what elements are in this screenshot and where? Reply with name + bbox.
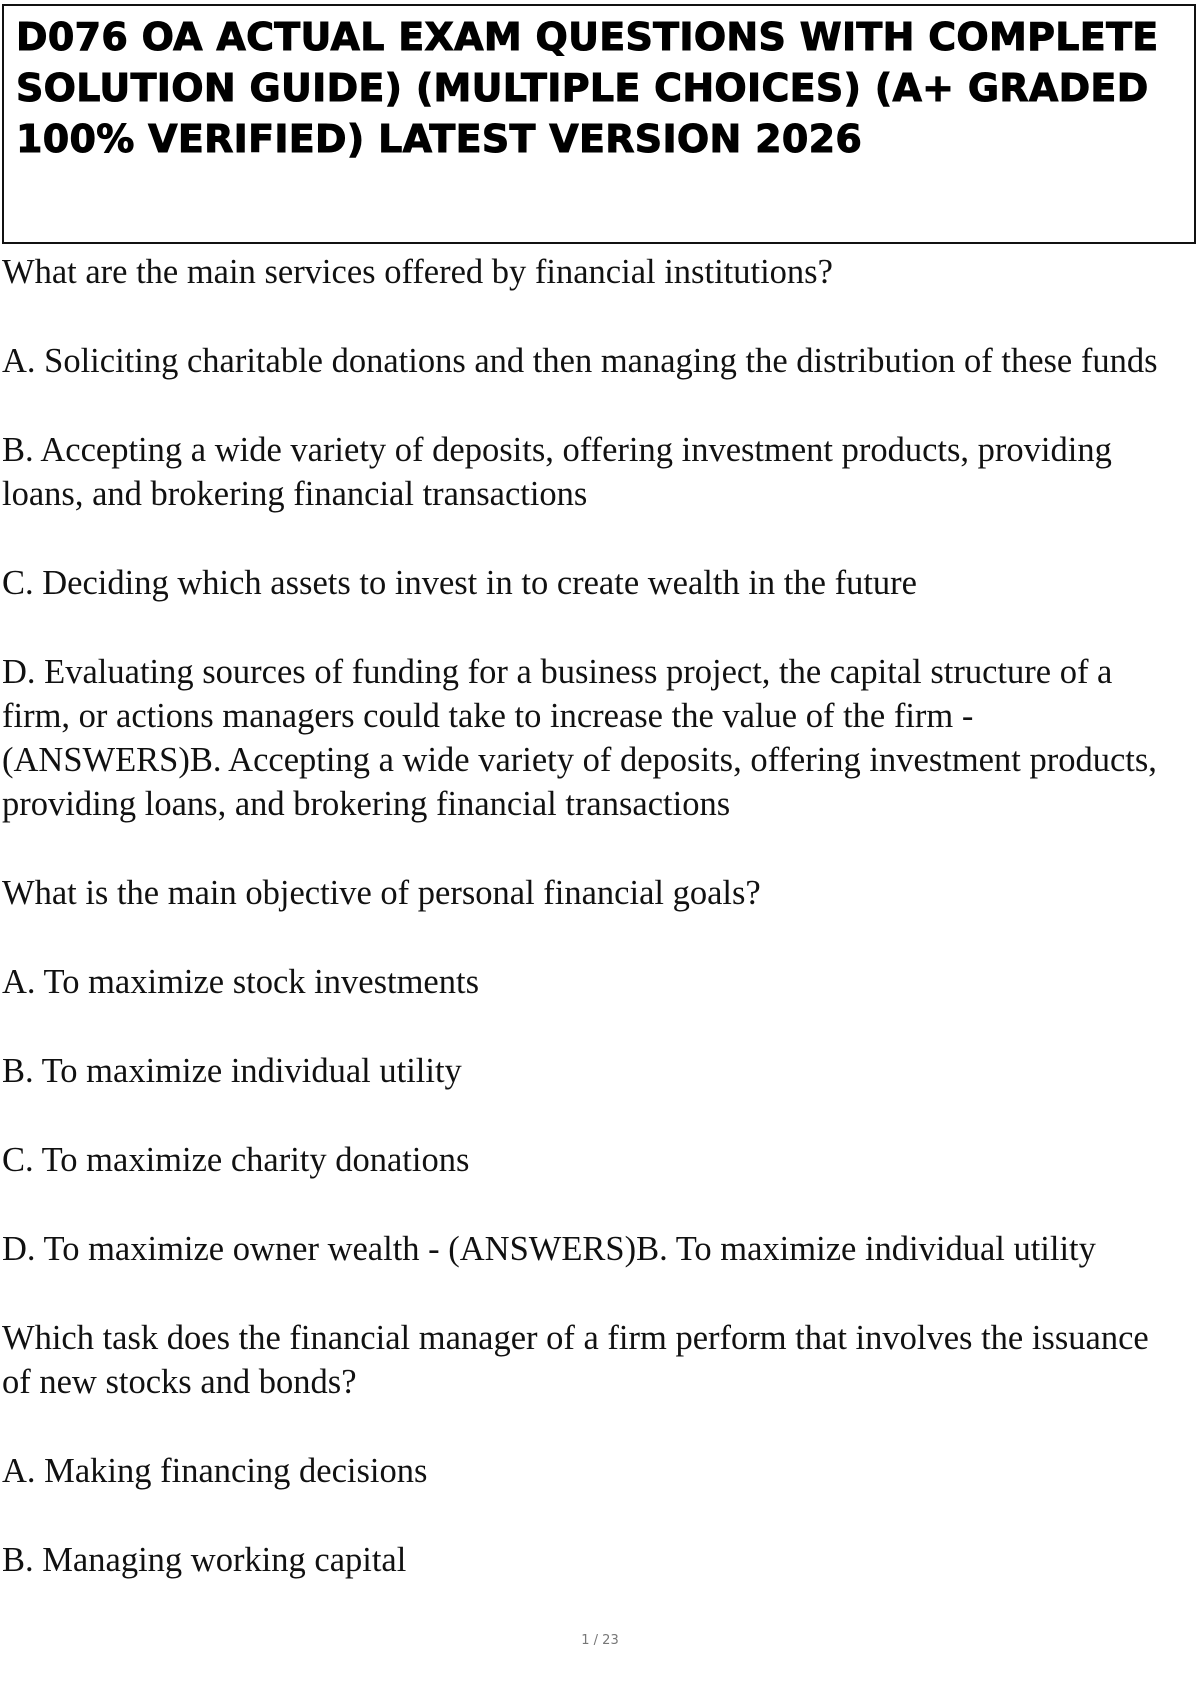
question-1: What are the main services offered by financial institutions? bbox=[2, 253, 833, 291]
question-2: What is the main objective of personal financial goals? bbox=[2, 874, 761, 912]
question-1-option-d-line-2: firm, or actions managers could take to increase the value of the firm - bbox=[2, 697, 974, 735]
question-1-option-b-line-2: loans, and brokering financial transactions bbox=[2, 475, 588, 513]
question-1-option-a: A. Soliciting charitable donations and then managing the distribution of these funds bbox=[2, 342, 1158, 380]
question-2-option-a: A. To maximize stock investments bbox=[2, 963, 480, 1001]
question-1-option-c: C. Deciding which assets to invest in to create wealth in the future bbox=[2, 564, 917, 602]
document-body bbox=[2, 250, 1192, 1582]
document-title-line-2: SOLUTION GUIDE) (MULTIPLE CHOICES) (A+ GRADED bbox=[16, 66, 1149, 110]
title-box bbox=[2, 4, 1196, 244]
document-title-line-1: D076 OA ACTUAL EXAM QUESTIONS WITH COMPLETE bbox=[16, 15, 1159, 59]
question-3-option-a: A. Making financing decisions bbox=[2, 1452, 428, 1490]
question-1-option-d-line-1: D. Evaluating sources of funding for a business project, the capital structure of a bbox=[2, 653, 1113, 691]
question-2-option-d-with-answer: D. To maximize owner wealth - (ANSWERS)B. To maximize individual utility bbox=[2, 1230, 1096, 1268]
page-number: 1 / 23 bbox=[581, 1633, 619, 1648]
question-1-answer-line-1: (ANSWERS)B. Accepting a wide variety of deposits, offering investment products, bbox=[2, 741, 1157, 779]
question-1-answer-line-2: providing loans, and brokering financial transactions bbox=[2, 785, 731, 823]
question-2-option-c: C. To maximize charity donations bbox=[2, 1141, 470, 1179]
question-1-option-b-line-1: B. Accepting a wide variety of deposits, offering investment products, providing bbox=[2, 431, 1112, 469]
question-3-line-2: of new stocks and bonds? bbox=[2, 1363, 357, 1401]
question-3-option-b: B. Managing working capital bbox=[2, 1541, 407, 1579]
question-2-option-b: B. To maximize individual utility bbox=[2, 1052, 462, 1090]
question-3-line-1: Which task does the financial manager of a firm perform that involves the issuance bbox=[2, 1319, 1149, 1357]
document-title-line-3: 100% VERIFIED) LATEST VERSION 2026 bbox=[16, 117, 863, 161]
